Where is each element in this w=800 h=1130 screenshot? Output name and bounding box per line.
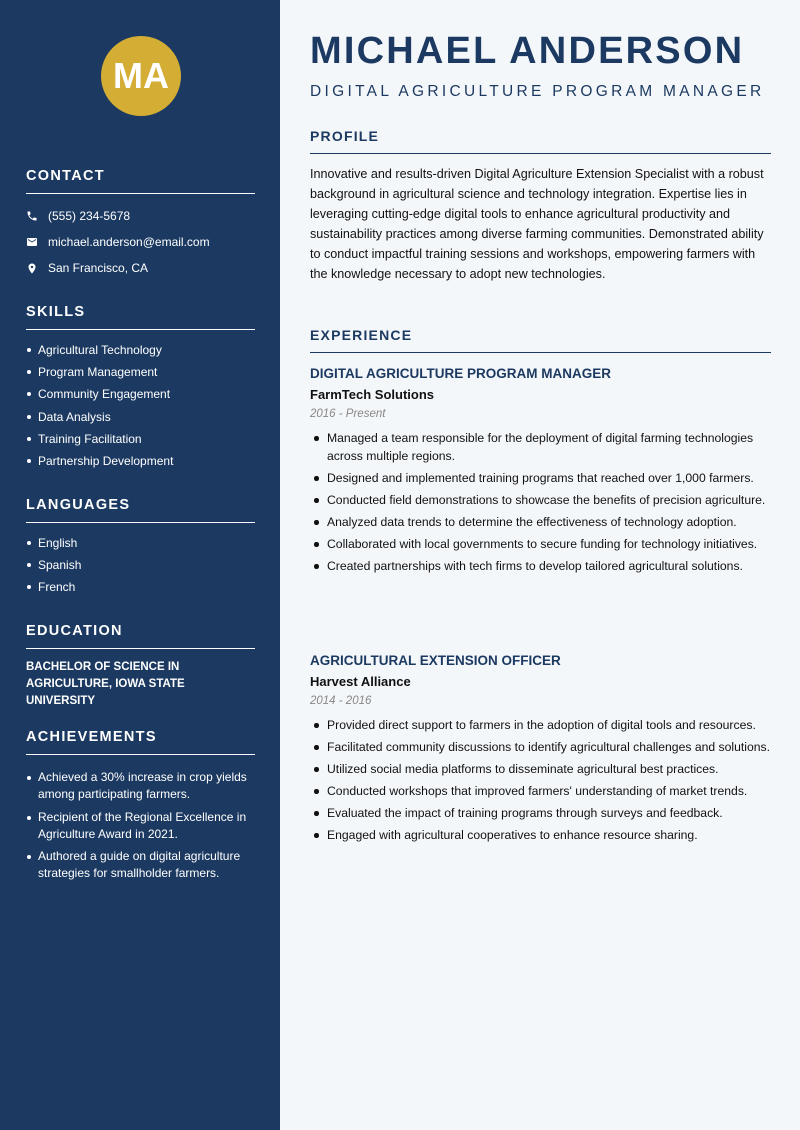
languages-section: [26, 497, 255, 599]
languages-heading: LANGUAGES: [26, 497, 255, 523]
skill-item: Training Facilitation: [26, 428, 255, 450]
job-entry: [310, 653, 771, 848]
sidebar: [0, 0, 280, 1130]
contact-phone: [26, 203, 255, 229]
experience-section: [310, 327, 771, 353]
contact-section: [26, 168, 255, 281]
location-text: San Francisco, CA: [48, 261, 149, 275]
job-bullet: Provided direct support to farmers in the adoption of digital tools and resources.: [310, 716, 771, 734]
skill-item: Data Analysis: [26, 406, 255, 428]
job-bullet: Designed and implemented training programs that reached over 1,000 farmers.: [310, 469, 771, 487]
achievement-item: Recipient of the Regional Excellence in Agriculture Award in 2021.: [26, 809, 255, 843]
contact-heading: CONTACT: [26, 168, 255, 194]
achievement-item: Authored a guide on digital agriculture strategies for smallholder farmers.: [26, 848, 255, 882]
experience-heading: EXPERIENCE: [310, 327, 771, 353]
job-bullet: Created partnerships with tech firms to develop tailored agricultural solutions.: [310, 557, 771, 575]
profile-heading: PROFILE: [310, 128, 771, 154]
job-title: AGRICULTURAL EXTENSION OFFICER: [310, 653, 561, 668]
job-bullet: Evaluated the impact of training programs through surveys and feedback.: [310, 804, 771, 822]
job-bullet: Managed a team responsible for the deployment of digital farming technologies across multiple regions.: [310, 429, 771, 465]
phone-text: (555) 234-5678: [48, 209, 131, 223]
phone-icon: [26, 210, 48, 222]
location-pin-icon: [26, 262, 48, 275]
language-item: Spanish: [26, 554, 255, 576]
job-bullet: Conducted field demonstrations to showcase the benefits of precision agriculture.: [310, 491, 771, 509]
job-bullet: Facilitated community discussions to identify agricultural challenges and solutions.: [310, 738, 771, 756]
job-bullet: Utilized social media platforms to disseminate agricultural best practices.: [310, 760, 771, 778]
skill-item: Partnership Development: [26, 450, 255, 472]
achievements-heading: ACHIEVEMENTS: [26, 729, 255, 755]
contact-email: [26, 229, 255, 255]
profile-section: [310, 128, 771, 284]
skills-section: [26, 304, 255, 472]
person-name: MICHAEL ANDERSON: [310, 30, 745, 72]
job-company: FarmTech Solutions: [310, 387, 434, 402]
job-dates: 2014 - 2016: [310, 695, 372, 707]
profile-text: Innovative and results-driven Digital Agriculture Extension Specialist with a robust background in agricultural science and technology integration. Expertise lies in leveraging cutting-edge digital tools to enhance agricultural productivity and sustainability practices among diverse farming communities. Demonstrated ability to conduct impactful training sessions and workshops, empowering farmers with the knowledge necessary to adopt new technologies.: [310, 167, 764, 281]
job-bullet: Analyzed data trends to determine the effectiveness of technology adoption.: [310, 513, 771, 531]
job-dates: 2016 - Present: [310, 408, 386, 420]
job-bullet: Collaborated with local governments to secure funding for technology initiatives.: [310, 535, 771, 553]
avatar: MA: [101, 36, 181, 116]
achievement-item: Achieved a 30% increase in crop yields among participating farmers.: [26, 769, 255, 803]
skill-item: Program Management: [26, 361, 255, 383]
job-title-header: DIGITAL AGRICULTURE PROGRAM MANAGER: [310, 83, 765, 100]
job-bullet: Conducted workshops that improved farmers' understanding of market trends.: [310, 782, 771, 800]
job-bullet: Engaged with agricultural cooperatives to enhance resource sharing.: [310, 826, 771, 844]
education-heading: EDUCATION: [26, 623, 255, 649]
job-title: DIGITAL AGRICULTURE PROGRAM MANAGER: [310, 366, 611, 381]
skills-heading: SKILLS: [26, 304, 255, 330]
job-entry: [310, 366, 771, 579]
achievements-section: [26, 729, 255, 888]
skill-item: Agricultural Technology: [26, 339, 255, 361]
email-icon: [26, 236, 48, 248]
language-item: French: [26, 576, 255, 598]
email-text: michael.anderson@email.com: [48, 235, 210, 249]
skill-item: Community Engagement: [26, 383, 255, 405]
education-degree: BACHELOR OF SCIENCE IN AGRICULTURE, IOWA STATE UNIVERSITY: [26, 661, 185, 707]
job-company: Harvest Alliance: [310, 674, 411, 689]
contact-location: [26, 255, 255, 281]
language-item: English: [26, 532, 255, 554]
education-section: [26, 623, 255, 710]
